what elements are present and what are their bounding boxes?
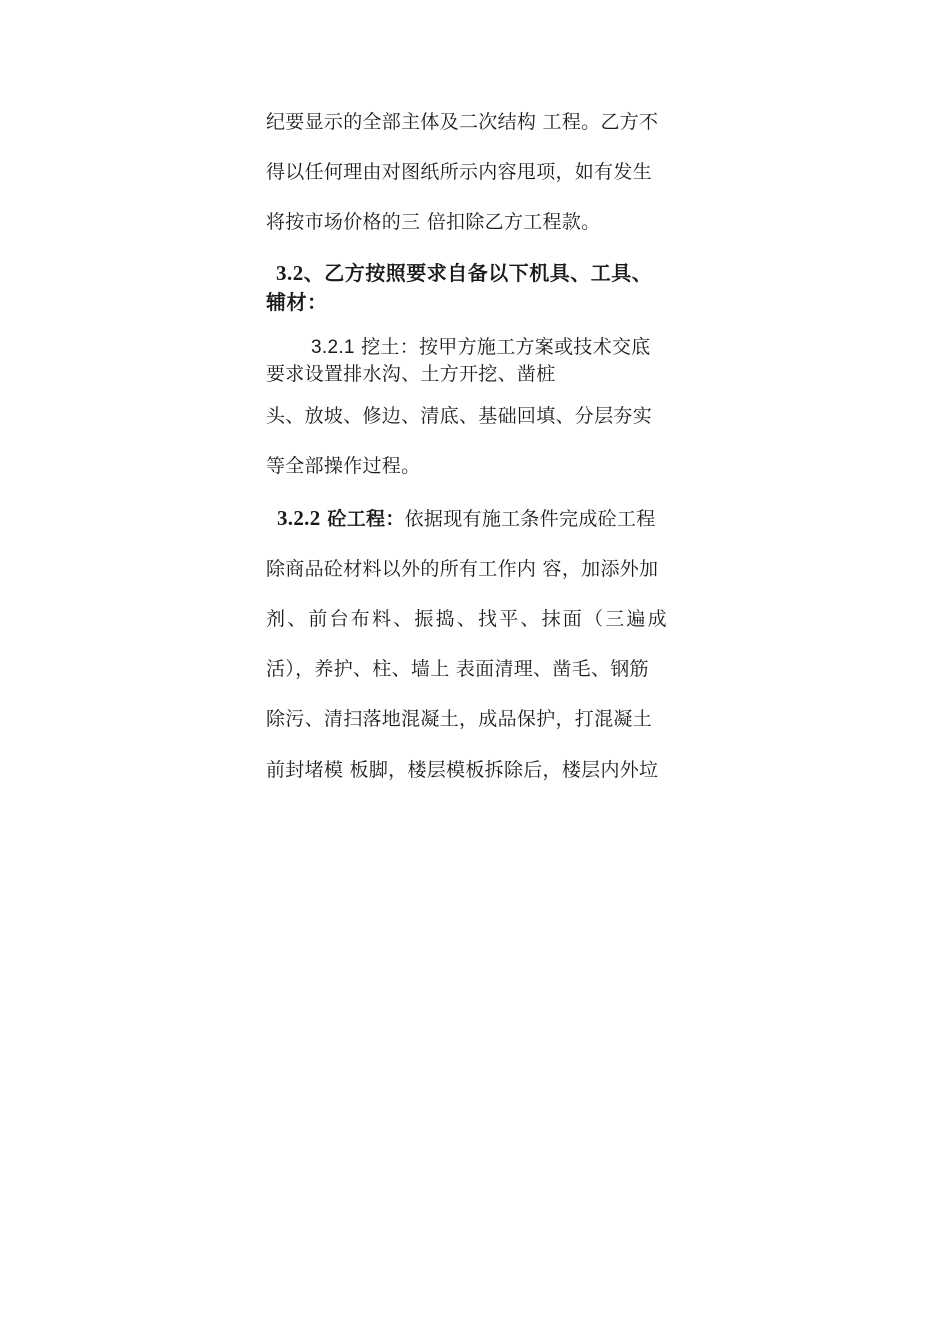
paragraph-line: 等全部操作过程。 (266, 455, 421, 477)
item-heading-line (277, 506, 697, 531)
paragraph-line: 将按市场价格的三 倍扣除乙方工程款。 (266, 211, 601, 233)
item-label: 砼工程： (320, 508, 405, 530)
paragraph-line: 除商品砼材料以外的所有工作内 容，加添外加 (266, 558, 659, 580)
section-heading-continued: 辅材： (266, 290, 328, 314)
paragraph-line: 剂、前台布料、振捣、找平、抹面（三遍成 (266, 608, 669, 630)
paragraph-line: 活），养护、柱、墙上 表面清理、凿毛、钢筋 (266, 658, 649, 680)
item-heading-line (311, 335, 731, 360)
paragraph-line: 除污、清扫落地混凝土，成品保护，打混凝土 (266, 708, 653, 730)
paragraph-line: 纪要显示的全部主体及二次结构 工程。乙方不 (266, 111, 659, 133)
paragraph-line: 前封堵模 板脚，楼层模板拆除后，楼层内外垃 (266, 759, 659, 781)
section-number: 3.2 (276, 261, 304, 285)
paragraph-line: 得以任何理由对图纸所示内容甩项，如有发生 (266, 161, 653, 183)
section-heading (276, 259, 652, 287)
paragraph-line: 头、放坡、修边、清底、基础回填、分层夯实 (266, 405, 653, 427)
item-text: 挖土：按甲方施工方案或技术交底 (354, 336, 651, 358)
section-title: 、乙方按照要求自备以下机具、工具、 (303, 261, 653, 285)
item-number: 3.2.1 (311, 337, 355, 358)
item-text: 依据现有施工条件完成砼工程 (404, 508, 656, 530)
paragraph-line: 要求设置排水沟、土方开挖、凿桩 (266, 363, 556, 385)
item-number: 3.2.2 (277, 506, 321, 530)
